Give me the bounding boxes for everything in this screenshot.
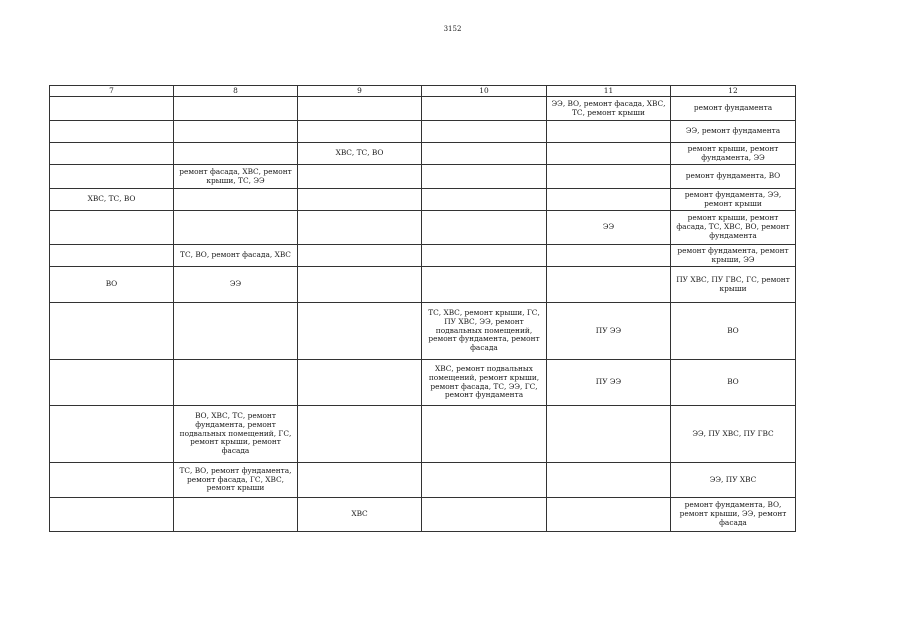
table-body: [50, 86, 796, 532]
table-cell: [50, 406, 174, 463]
table-cell: [422, 267, 547, 303]
table-cell: ВО, ХВС, ТС, ремонт фундамента, ремонт подвальных помещений, ГС, ремонт крыши, ремонт фасада: [174, 406, 298, 463]
table-cell: ремонт фундамента, ЭЭ, ремонт крыши: [671, 189, 796, 211]
table-cell: ремонт фасада, ХВС, ремонт крыши, ТС, ЭЭ: [174, 165, 298, 189]
table-cell: ЭЭ: [174, 267, 298, 303]
table-cell: [174, 189, 298, 211]
table-cell: [422, 97, 547, 121]
table-header-row: [50, 86, 796, 97]
table-cell: ХВС, ТС, ВО: [298, 143, 422, 165]
table-cell: [50, 97, 174, 121]
table-cell: [422, 189, 547, 211]
table-cell: [298, 360, 422, 406]
table-cell: [547, 143, 671, 165]
table-cell: ВО: [50, 267, 174, 303]
table-cell: ХВС, ТС, ВО: [50, 189, 174, 211]
table-cell: [547, 121, 671, 143]
table-cell: [547, 245, 671, 267]
table-row: [50, 97, 796, 121]
header-cell-col-9: 9: [298, 86, 422, 97]
table-cell: ЭЭ, ВО, ремонт фасада, ХВС, ТС, ремонт крыши: [547, 97, 671, 121]
table-cell: [50, 165, 174, 189]
table-cell: [174, 97, 298, 121]
table-cell: [50, 121, 174, 143]
table-row: [50, 360, 796, 406]
table-row: [50, 245, 796, 267]
table-row: [50, 143, 796, 165]
table-cell: [422, 143, 547, 165]
table-cell: [298, 165, 422, 189]
table-cell: [50, 143, 174, 165]
table-cell: [50, 303, 174, 360]
table-cell: [174, 211, 298, 245]
table-cell: [422, 498, 547, 532]
table-row: [50, 498, 796, 532]
table-cell: [174, 498, 298, 532]
table-cell: ХВС, ремонт подвальных помещений, ремонт крыши, ремонт фасада, ТС, ЭЭ, ГС, ремонт фундамента: [422, 360, 547, 406]
table-cell: ремонт крыши, ремонт фундамента, ЭЭ: [671, 143, 796, 165]
table-cell: [422, 406, 547, 463]
table-cell: [298, 211, 422, 245]
table-cell: ВО: [671, 303, 796, 360]
table-cell: [298, 121, 422, 143]
table-cell: [174, 121, 298, 143]
table-cell: ТС, ВО, ремонт фундамента, ремонт фасада, ГС, ХВС, ремонт крыши: [174, 463, 298, 498]
table-cell: ремонт фундамента, ВО, ремонт крыши, ЭЭ, ремонт фасада: [671, 498, 796, 532]
table-cell: ЭЭ, ПУ ХВС, ПУ ГВС: [671, 406, 796, 463]
table-cell: ХВС: [298, 498, 422, 532]
table-cell: [298, 463, 422, 498]
header-cell-col-12: 12: [671, 86, 796, 97]
table-row: [50, 406, 796, 463]
table-cell: [298, 406, 422, 463]
table-cell: [547, 463, 671, 498]
table-cell: ТС, ВО, ремонт фасада, ХВС: [174, 245, 298, 267]
header-cell-col-10: 10: [422, 86, 547, 97]
table-cell: [547, 406, 671, 463]
table-row: [50, 165, 796, 189]
table-cell: [50, 245, 174, 267]
table-row: [50, 303, 796, 360]
table-row: [50, 267, 796, 303]
table-cell: [422, 245, 547, 267]
table-cell: [547, 165, 671, 189]
table-cell: [422, 165, 547, 189]
table-cell: [50, 463, 174, 498]
table-cell: [298, 267, 422, 303]
table-row: [50, 463, 796, 498]
table-row: [50, 121, 796, 143]
table-cell: [298, 303, 422, 360]
table-cell: [422, 463, 547, 498]
table-cell: ТС, ХВС, ремонт крыши, ГС, ПУ ХВС, ЭЭ, ремонт подвальных помещений, ремонт фундамента, ремонт фасада: [422, 303, 547, 360]
table-cell: ремонт фундамента, ремонт крыши, ЭЭ: [671, 245, 796, 267]
table-cell: [422, 211, 547, 245]
table-cell: [298, 245, 422, 267]
table-cell: ремонт фундамента: [671, 97, 796, 121]
header-cell-col-11: 11: [547, 86, 671, 97]
table-cell: [174, 303, 298, 360]
header-cell-col-8: 8: [174, 86, 298, 97]
table-cell: ЭЭ: [547, 211, 671, 245]
page-number: 3152: [443, 25, 462, 33]
table-cell: [298, 189, 422, 211]
header-cell-col-7: 7: [50, 86, 174, 97]
table-row: [50, 189, 796, 211]
table-cell: ВО: [671, 360, 796, 406]
table-cell: ПУ ХВС, ПУ ГВС, ГС, ремонт крыши: [671, 267, 796, 303]
table-cell: ПУ ЭЭ: [547, 303, 671, 360]
table-cell: [547, 498, 671, 532]
table-cell: ЭЭ, ремонт фундамента: [671, 121, 796, 143]
data-table: [49, 85, 796, 532]
table-cell: [50, 211, 174, 245]
table-cell: [50, 498, 174, 532]
table-cell: [50, 360, 174, 406]
table-cell: ПУ ЭЭ: [547, 360, 671, 406]
table-cell: [547, 267, 671, 303]
table-cell: [547, 189, 671, 211]
table-cell: ремонт крыши, ремонт фасада, ТС, ХВС, ВО, ремонт фундамента: [671, 211, 796, 245]
table-cell: [298, 97, 422, 121]
table-cell: [422, 121, 547, 143]
table-row: [50, 211, 796, 245]
table-cell: [174, 143, 298, 165]
table-cell: ремонт фундамента, ВО: [671, 165, 796, 189]
table-cell: [174, 360, 298, 406]
table-cell: ЭЭ, ПУ ХВС: [671, 463, 796, 498]
